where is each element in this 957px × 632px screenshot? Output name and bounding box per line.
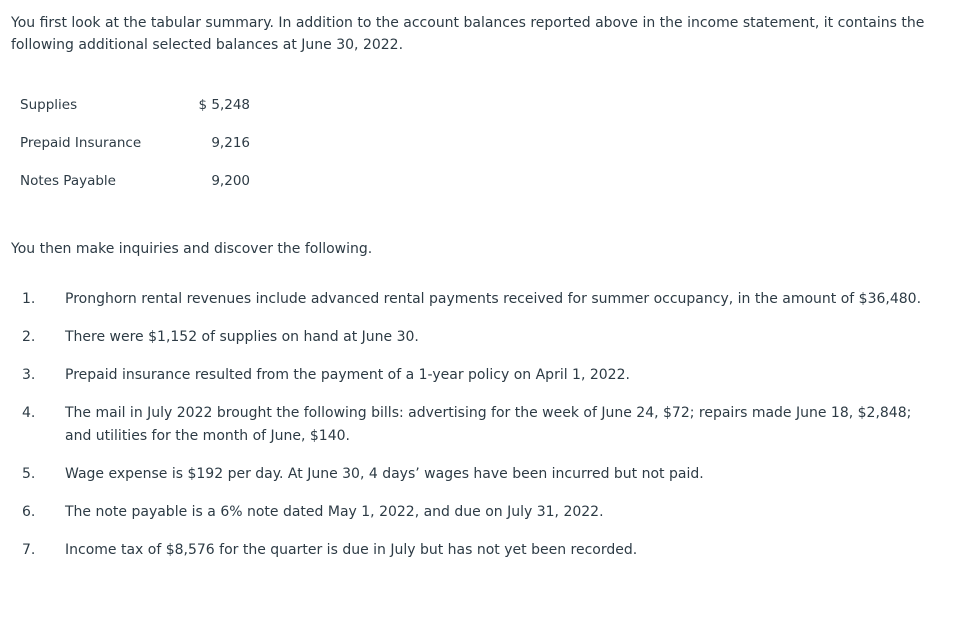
- item-text: Prepaid insurance resulted from the payment of a 1-year policy on April 1, 2022.: [65, 367, 630, 383]
- item-text: Pronghorn rental revenues include advanced rental payments received for summer occupancy, in the amount of $36,480.: [65, 291, 922, 307]
- list-item: [0, 501, 957, 524]
- item-number: 5.: [22, 466, 36, 482]
- list-item: [0, 364, 957, 387]
- account-name: Notes Payable: [20, 173, 116, 189]
- table-row: [20, 86, 250, 124]
- table-row: [20, 124, 250, 162]
- account-amount: 9,200: [211, 173, 250, 189]
- item-number: 7.: [22, 542, 36, 558]
- balances-table: [20, 86, 250, 200]
- list-item: [0, 326, 957, 349]
- inquiry-paragraph: You then make inquiries and discover the following.: [11, 241, 373, 257]
- item-text: The note payable is a 6% note dated May 1, 2022, and due on July 31, 2022.: [65, 504, 604, 520]
- list-item: [0, 539, 957, 562]
- item-text: There were $1,152 of supplies on hand at June 30.: [65, 329, 419, 345]
- item-number: 2.: [22, 329, 36, 345]
- list-item: [0, 463, 957, 486]
- item-text: Wage expense is $192 per day. At June 30, 4 days’ wages have been incurred but not paid.: [65, 466, 704, 482]
- item-number: 3.: [22, 367, 36, 383]
- account-name: Prepaid Insurance: [20, 135, 142, 151]
- account-name: Supplies: [20, 97, 78, 113]
- item-number: 1.: [22, 291, 36, 307]
- findings-list: [0, 288, 957, 577]
- intro-paragraph: You first look at the tabular summary. In addition to the account balances reported above in the income statement, it contains the following additional selected balances at June 30, 2022.: [11, 15, 925, 53]
- table-row: [20, 162, 250, 200]
- item-number: 4.: [22, 405, 36, 421]
- item-number: 6.: [22, 504, 36, 520]
- list-item: [0, 288, 957, 311]
- account-amount: $ 5,248: [198, 97, 250, 113]
- account-amount: 9,216: [211, 135, 250, 151]
- list-item: [0, 402, 957, 448]
- item-text: Income tax of $8,576 for the quarter is due in July but has not yet been recorded.: [65, 542, 638, 558]
- item-text: The mail in July 2022 brought the following bills: advertising for the week of June 24, $72; repairs made June 18, $2,848; and utilities for the month of June, $140.: [65, 405, 912, 444]
